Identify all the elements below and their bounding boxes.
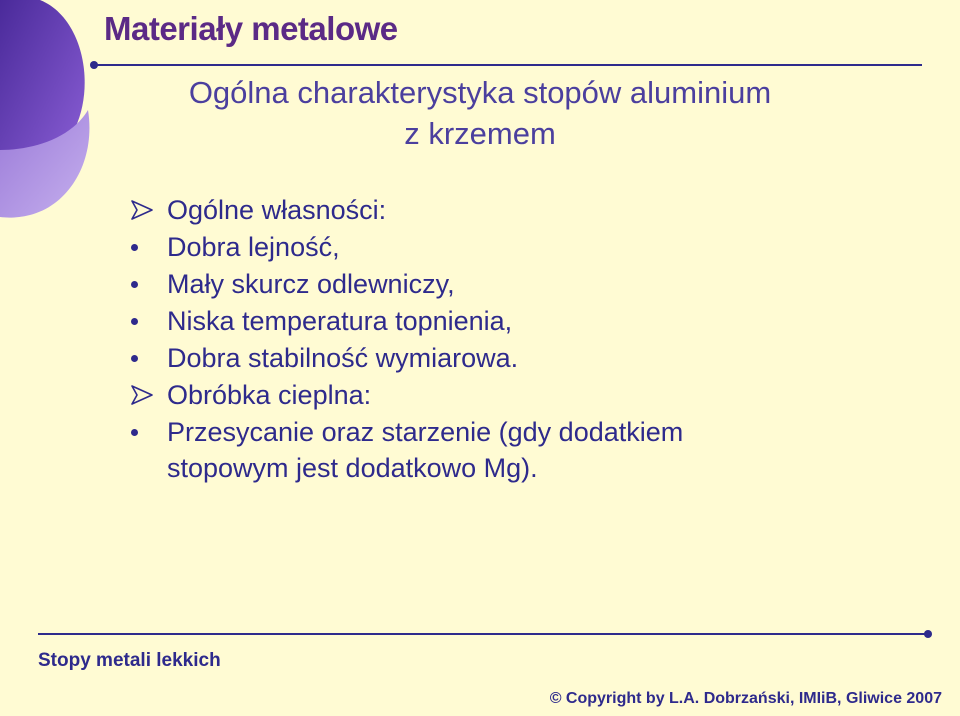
list-item [128, 414, 928, 486]
section-heading-text: Ogólne własności: [167, 195, 387, 225]
footer-copyright: © Copyright by L.A. Dobrzański, IMIiB, Gliwice 2007 [549, 690, 942, 707]
list-item [128, 303, 928, 340]
list-item-text: Mały skurcz odlewniczy, [167, 269, 455, 299]
list-item [128, 340, 928, 377]
footer-divider [38, 629, 936, 639]
dot-bullet-icon [128, 266, 158, 303]
arrow-bullet-icon [128, 192, 158, 229]
header-title: Materiały metalowe [104, 10, 398, 47]
slide-title-line-2: z krzemem [404, 116, 556, 151]
slide-title-line-1: Ogólna charakterystyka stopów aluminium [188, 75, 772, 110]
header-divider [88, 60, 924, 70]
section-heading-heat-treatment [128, 377, 928, 414]
section-heading-properties [128, 192, 928, 229]
list-item-text: Niska temperatura topnienia, [167, 306, 513, 336]
list-item [128, 229, 928, 266]
slide-title [130, 72, 830, 154]
dot-bullet-icon [128, 414, 158, 451]
list-item-text-line-2: stopowym jest dodatkowo Mg). [167, 453, 538, 483]
list-item-text-line-1: Przesycanie oraz starzenie (gdy dodatkiem [167, 417, 684, 447]
corner-decoration [0, 0, 110, 230]
list-item [128, 266, 928, 303]
list-item-text: Dobra stabilność wymiarowa. [167, 343, 519, 373]
arrow-bullet-icon [128, 377, 158, 414]
dot-bullet-icon [128, 303, 158, 340]
slide-content [128, 192, 928, 486]
dot-bullet-icon [128, 340, 158, 377]
section-heading-text: Obróbka cieplna: [167, 380, 372, 410]
footer-course-title: Stopy metali lekkich [38, 650, 221, 671]
dot-bullet-icon [128, 229, 158, 266]
list-item-text: Dobra lejność, [167, 232, 340, 262]
